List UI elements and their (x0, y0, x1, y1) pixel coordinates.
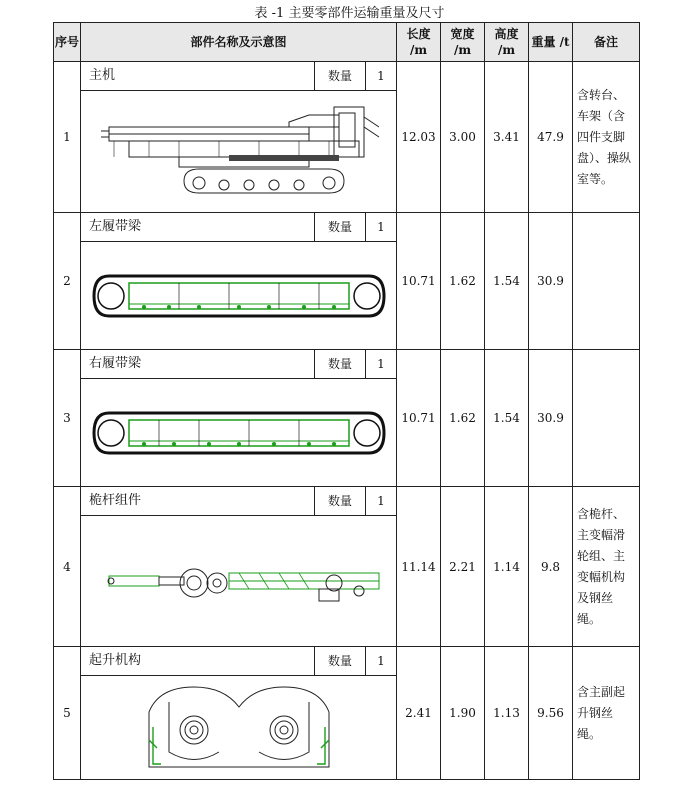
crane-main-body-drawing (81, 91, 396, 212)
qty-value: 1 (377, 654, 385, 668)
table-row (54, 487, 640, 647)
row-width: 1.62 (441, 350, 485, 487)
header-index: 序号 (54, 23, 81, 62)
row-name: 右履带梁 (81, 350, 315, 378)
qty-label: 数量 (315, 487, 366, 515)
row-name: 左履带梁 (81, 213, 315, 241)
qty-value: 1 (377, 220, 385, 234)
header-height: 高度 /m (485, 23, 529, 62)
row-note: 含转台、车架（含四件支脚盘）、操纵室等。 (573, 62, 640, 213)
row-weight: 9.8 (529, 487, 573, 647)
qty-label: 数量 (315, 213, 366, 241)
header-row (54, 23, 640, 62)
qty-label: 数量 (315, 647, 366, 675)
qty-label: 数量 (315, 350, 366, 378)
row-index: 1 (54, 62, 81, 213)
row-name: 主机 (81, 62, 315, 90)
row-height: 1.13 (485, 647, 529, 780)
row-length: 12.03 (397, 62, 441, 213)
row-index: 4 (54, 487, 81, 647)
row-width: 3.00 (441, 62, 485, 213)
header-weight: 重量 /t (529, 23, 573, 62)
row-width: 1.90 (441, 647, 485, 780)
header-name: 部件名称及示意图 (81, 23, 397, 62)
row-height: 1.14 (485, 487, 529, 647)
row-weight: 30.9 (529, 213, 573, 350)
row-note: 含主副起升钢丝绳。 (573, 647, 640, 780)
row-height: 3.41 (485, 62, 529, 213)
row-length: 10.71 (397, 350, 441, 487)
row-length: 11.14 (397, 487, 441, 647)
table-caption: 表 -1 主要零部件运输重量及尺寸 (254, 6, 445, 21)
row-length: 10.71 (397, 213, 441, 350)
components-table (53, 22, 640, 780)
qty-value: 1 (377, 357, 385, 371)
row-name-cell (81, 487, 397, 647)
table-row (54, 350, 640, 487)
row-note (573, 213, 640, 350)
row-note: 含桅杆、主变幅滑轮组、主变幅机构及钢丝绳。 (573, 487, 640, 647)
row-name: 桅杆组件 (81, 487, 315, 515)
row-height: 1.54 (485, 213, 529, 350)
row-weight: 9.56 (529, 647, 573, 780)
left-crawler-beam-drawing (81, 242, 396, 349)
table-row (54, 647, 640, 780)
qty-label: 数量 (315, 62, 366, 90)
row-width: 2.21 (441, 487, 485, 647)
row-weight: 47.9 (529, 62, 573, 213)
mast-assembly-drawing (81, 516, 396, 646)
row-name-cell (81, 350, 397, 487)
header-width: 宽度 /m (441, 23, 485, 62)
row-name-cell (81, 647, 397, 780)
header-note: 备注 (573, 23, 640, 62)
row-name-cell (81, 62, 397, 213)
row-index: 2 (54, 213, 81, 350)
qty-value: 1 (377, 494, 385, 508)
row-weight: 30.9 (529, 350, 573, 487)
table-row (54, 213, 640, 350)
row-index: 3 (54, 350, 81, 487)
row-name: 起升机构 (81, 647, 315, 675)
row-height: 1.54 (485, 350, 529, 487)
row-index: 5 (54, 647, 81, 780)
row-width: 1.62 (441, 213, 485, 350)
row-note (573, 350, 640, 487)
table-row (54, 62, 640, 213)
hoist-mechanism-drawing (81, 676, 396, 779)
right-crawler-beam-drawing (81, 379, 396, 486)
qty-value: 1 (377, 69, 385, 83)
header-length: 长度 /m (397, 23, 441, 62)
row-name-cell (81, 213, 397, 350)
row-length: 2.41 (397, 647, 441, 780)
